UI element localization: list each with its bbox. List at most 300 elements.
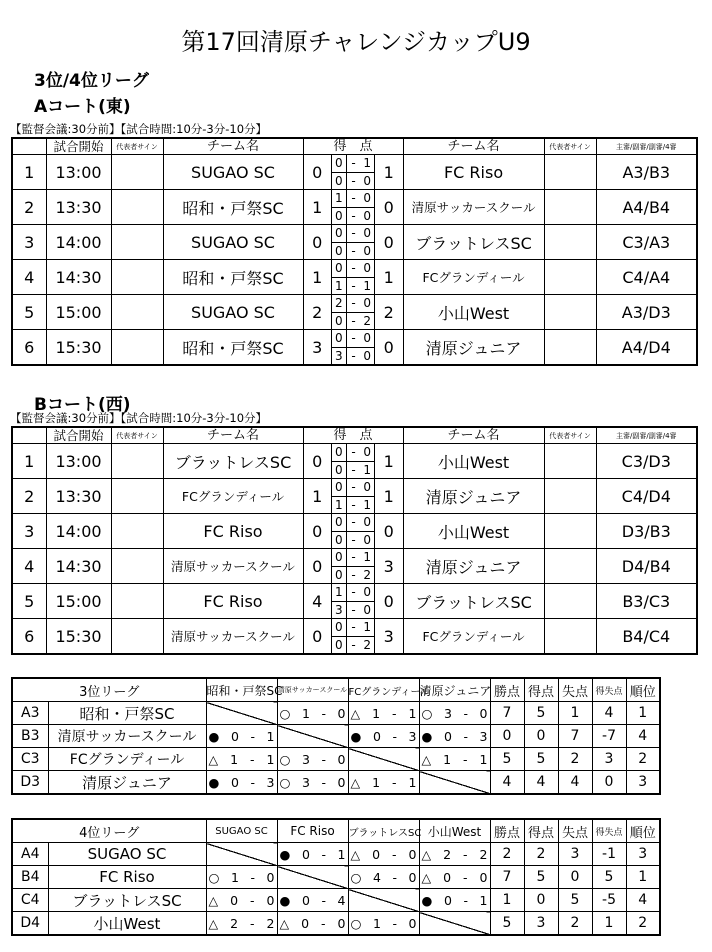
goals-against: 3 (479, 728, 488, 744)
away-score: 0 (375, 225, 403, 260)
goals-for: 1 (230, 751, 239, 767)
result-mark: ○ (279, 705, 291, 721)
dash: - (321, 846, 326, 862)
away-score: 1 (375, 260, 403, 295)
referee-assignment: B3/C3 (596, 584, 697, 619)
goals-for: 0 (301, 846, 310, 862)
team-name: 昭和・戸祭SC (48, 702, 206, 725)
goals-scored: 0 (524, 725, 558, 748)
dash: - (347, 190, 361, 208)
away-second-half: 2 (363, 567, 371, 582)
match-result (277, 702, 348, 725)
match-result (419, 748, 490, 771)
team-name: 清原ジュニア (48, 771, 206, 795)
match-result (206, 725, 277, 748)
team-name: ブラットレスSC (48, 889, 206, 912)
team-name: 小山West (48, 912, 206, 936)
home-second-half: 0 (335, 532, 343, 547)
goals-conceded: 4 (558, 771, 592, 795)
away-team: 清原ジュニア (403, 549, 544, 584)
match-result (348, 843, 419, 866)
home-first-half: 0 (332, 619, 346, 637)
goal-difference: -5 (592, 889, 626, 912)
rank: 2 (626, 748, 660, 771)
away-team: ブラットレスSC (403, 225, 544, 260)
home-score: 3 (303, 330, 331, 366)
header-row (12, 427, 697, 444)
dash: - (351, 497, 356, 512)
kickoff-time: 14:30 (46, 549, 111, 584)
sign-box (544, 584, 596, 619)
goals-for: 3 (301, 774, 310, 790)
dash: - (392, 728, 397, 744)
goal-difference: -1 (592, 843, 626, 866)
home-first-half: 0 (332, 514, 346, 532)
goals-conceded: 0 (558, 866, 592, 889)
col-sign-header: 代表者サイン (111, 427, 163, 444)
away-second-half: 2 (363, 313, 371, 328)
league3-table (11, 677, 661, 795)
result-mark: △ (421, 869, 432, 885)
col-ref-header: 主審/副審/副審/4審 (596, 427, 697, 444)
dash: - (392, 846, 397, 862)
home-team: ブラットレスSC (163, 444, 303, 479)
match-row (12, 225, 697, 260)
away-first-half: 0 (360, 330, 374, 348)
half-scores (331, 330, 375, 366)
stat-header: 失点 (558, 819, 592, 843)
league-row (12, 889, 660, 912)
opponent-header: 清原サッカースクール (277, 678, 348, 702)
away-team: 小山West (403, 295, 544, 330)
goals-scored: 5 (524, 748, 558, 771)
home-team: FC Riso (163, 514, 303, 549)
result-mark: ● (421, 728, 433, 744)
dash: - (250, 869, 255, 885)
sign-box (111, 260, 163, 295)
sign-box (544, 190, 596, 225)
home-score: 4 (303, 584, 331, 619)
court-b-schedule (11, 426, 698, 655)
home-first-half: 0 (332, 549, 346, 567)
kickoff-time: 14:00 (46, 514, 111, 549)
away-team: ブラットレスSC (403, 584, 544, 619)
goals-for: 0 (443, 869, 452, 885)
away-first-half: 1 (360, 549, 374, 567)
goals-against: 0 (266, 892, 275, 908)
dash: - (250, 892, 255, 908)
away-score: 1 (375, 155, 403, 190)
kickoff-time: 13:00 (46, 155, 111, 190)
dash: - (351, 637, 356, 652)
sign-box (544, 225, 596, 260)
team-name: FCグランディール (48, 748, 206, 771)
self-match-cell (419, 771, 490, 795)
home-team: 昭和・戸祭SC (163, 260, 303, 295)
away-first-half: 0 (360, 584, 374, 602)
sign-box (111, 514, 163, 549)
dash: - (321, 751, 326, 767)
rank: 2 (626, 912, 660, 936)
dash: - (463, 846, 468, 862)
dash: - (347, 584, 361, 602)
dash: - (351, 532, 356, 547)
match-row (12, 619, 697, 655)
half-scores (331, 260, 375, 295)
dash: - (351, 313, 356, 328)
court-a-heading: Aコート(東) (34, 97, 131, 117)
team-code: B4 (12, 866, 48, 889)
match-number: 5 (12, 584, 46, 619)
match-row (12, 155, 697, 190)
home-first-half: 0 (332, 330, 346, 348)
match-row (12, 584, 697, 619)
dash: - (351, 462, 356, 477)
league-row (12, 843, 660, 866)
goal-difference: 1 (592, 912, 626, 936)
points: 7 (490, 702, 524, 725)
result-mark: ○ (350, 869, 362, 885)
dash: - (392, 915, 397, 931)
dash: - (463, 892, 468, 908)
home-score: 2 (303, 295, 331, 330)
away-first-half: 0 (360, 444, 374, 462)
goals-for: 0 (372, 728, 381, 744)
dash: - (463, 728, 468, 744)
col-no-header (12, 427, 46, 444)
goals-scored: 5 (524, 702, 558, 725)
sign-box (111, 155, 163, 190)
home-score: 0 (303, 444, 331, 479)
sign-box (544, 295, 596, 330)
opponent-header: SUGAO SC (206, 819, 277, 843)
match-result (206, 866, 277, 889)
home-first-half: 0 (332, 479, 346, 497)
goals-against: 2 (479, 846, 488, 862)
self-match-cell (206, 843, 277, 866)
goals-conceded: 3 (558, 843, 592, 866)
away-second-half: 0 (363, 532, 371, 547)
goals-against: 0 (408, 869, 417, 885)
away-second-half: 0 (363, 602, 371, 617)
goals-against: 3 (408, 728, 417, 744)
match-number: 4 (12, 260, 46, 295)
result-mark: ● (208, 774, 220, 790)
result-mark: ○ (279, 774, 291, 790)
home-team: 清原サッカースクール (163, 549, 303, 584)
self-match-cell (277, 866, 348, 889)
home-first-half: 0 (332, 155, 346, 173)
goals-for: 0 (230, 774, 239, 790)
col-ref-header: 主審/副審/副審/4審 (596, 138, 697, 155)
rank: 3 (626, 771, 660, 795)
goals-against: 1 (266, 751, 275, 767)
home-second-half: 0 (335, 313, 343, 328)
stat-header: 得点 (524, 678, 558, 702)
half-scores (331, 619, 375, 655)
sign-box (544, 330, 596, 366)
home-first-half: 0 (332, 225, 346, 243)
sign-box (544, 155, 596, 190)
stat-header: 順位 (626, 819, 660, 843)
referee-assignment: A4/D4 (596, 330, 697, 366)
home-team: SUGAO SC (163, 295, 303, 330)
goals-conceded: 1 (558, 702, 592, 725)
home-second-half: 0 (335, 208, 343, 223)
goals-for: 2 (443, 846, 452, 862)
court-a-note: 【監督会議:30分前】【試合時間:10分-3分-10分】 (10, 122, 268, 136)
away-team: 清原ジュニア (403, 479, 544, 514)
dash: - (321, 892, 326, 908)
result-mark: △ (421, 751, 432, 767)
half-scores (331, 190, 375, 225)
away-score: 1 (375, 444, 403, 479)
result-mark: △ (421, 846, 432, 862)
league-row (12, 912, 660, 936)
team-code: D3 (12, 771, 48, 795)
away-first-half: 0 (360, 225, 374, 243)
dash: - (347, 619, 361, 637)
result-mark: ● (350, 728, 362, 744)
half-scores (331, 444, 375, 479)
match-number: 2 (12, 190, 46, 225)
goals-against: 0 (408, 846, 417, 862)
result-mark: ○ (350, 915, 362, 931)
away-second-half: 1 (363, 462, 371, 477)
half-scores (331, 295, 375, 330)
self-match-cell (277, 725, 348, 748)
header-row (12, 138, 697, 155)
goals-against: 0 (479, 869, 488, 885)
away-team: 清原サッカースクール (403, 190, 544, 225)
goals-for: 0 (301, 892, 310, 908)
sign-box (111, 225, 163, 260)
self-match-cell (348, 748, 419, 771)
goals-against: 1 (337, 846, 346, 862)
result-mark: ○ (208, 869, 220, 885)
dash: - (463, 705, 468, 721)
goals-against: 0 (266, 869, 275, 885)
kickoff-time: 13:30 (46, 190, 111, 225)
result-mark: ● (421, 892, 433, 908)
away-second-half: 2 (363, 637, 371, 652)
home-score: 0 (303, 225, 331, 260)
col-team2-header: チーム名 (403, 138, 544, 155)
match-number: 1 (12, 155, 46, 190)
sign-box (111, 295, 163, 330)
col-team2-header: チーム名 (403, 427, 544, 444)
stat-header: 勝点 (490, 819, 524, 843)
away-team: 小山West (403, 514, 544, 549)
col-no-header (12, 138, 46, 155)
match-result (277, 771, 348, 795)
points: 7 (490, 866, 524, 889)
dash: - (347, 330, 361, 348)
goals-for: 1 (372, 915, 381, 931)
home-team: SUGAO SC (163, 225, 303, 260)
team-code: B3 (12, 725, 48, 748)
away-first-half: 1 (360, 155, 374, 173)
home-team: 昭和・戸祭SC (163, 330, 303, 366)
away-second-half: 0 (363, 173, 371, 188)
dash: - (250, 728, 255, 744)
home-team: 昭和・戸祭SC (163, 190, 303, 225)
kickoff-time: 15:00 (46, 295, 111, 330)
sign-box (544, 444, 596, 479)
away-first-half: 0 (360, 190, 374, 208)
self-match-cell (348, 889, 419, 912)
kickoff-time: 14:00 (46, 225, 111, 260)
sign-box (111, 619, 163, 655)
col-team-header: チーム名 (163, 427, 303, 444)
rank: 1 (626, 702, 660, 725)
goals-against: 2 (266, 915, 275, 931)
dash: - (250, 774, 255, 790)
goals-for: 1 (372, 774, 381, 790)
goals-scored: 2 (524, 843, 558, 866)
court-a-schedule (11, 137, 698, 366)
referee-assignment: D4/B4 (596, 549, 697, 584)
goals-against: 0 (408, 915, 417, 931)
dash: - (351, 208, 356, 223)
referee-assignment: D3/B3 (596, 514, 697, 549)
league-row (12, 748, 660, 771)
team-code: A3 (12, 702, 48, 725)
away-score: 0 (375, 190, 403, 225)
goals-conceded: 7 (558, 725, 592, 748)
half-scores (331, 155, 375, 190)
away-team: 小山West (403, 444, 544, 479)
match-number: 4 (12, 549, 46, 584)
goals-against: 1 (266, 728, 275, 744)
goals-against: 1 (408, 774, 417, 790)
league-row (12, 725, 660, 748)
goals-for: 2 (230, 915, 239, 931)
goals-for: 0 (301, 915, 310, 931)
result-mark: ● (208, 728, 220, 744)
league-header-row (12, 678, 660, 702)
rank: 3 (626, 843, 660, 866)
match-result (419, 843, 490, 866)
col-sign2-header: 代表者サイン (544, 138, 596, 155)
league-row (12, 866, 660, 889)
away-second-half: 0 (363, 348, 371, 363)
match-row (12, 260, 697, 295)
result-mark: ○ (421, 705, 433, 721)
goal-difference: 5 (592, 866, 626, 889)
points: 0 (490, 725, 524, 748)
goals-against: 4 (337, 892, 346, 908)
match-number: 5 (12, 295, 46, 330)
home-second-half: 1 (335, 278, 343, 293)
match-row (12, 514, 697, 549)
league-title: 3位リーグ (12, 678, 206, 702)
dash: - (392, 869, 397, 885)
opponent-header: FCグランディール (348, 678, 419, 702)
away-score: 0 (375, 330, 403, 366)
stat-header: 得失点 (592, 678, 626, 702)
referee-assignment: A4/B4 (596, 190, 697, 225)
sign-box (544, 514, 596, 549)
half-scores (331, 514, 375, 549)
opponent-header: 昭和・戸祭SC (206, 678, 277, 702)
goals-for: 4 (372, 869, 381, 885)
goals-for: 0 (443, 892, 452, 908)
dash: - (321, 915, 326, 931)
team-code: A4 (12, 843, 48, 866)
goals-for: 1 (301, 705, 310, 721)
match-result (277, 843, 348, 866)
referee-assignment: A3/D3 (596, 295, 697, 330)
dash: - (347, 479, 361, 497)
league-heading: 3位/4位リーグ (34, 71, 149, 91)
match-result (348, 771, 419, 795)
goals-against: 0 (337, 774, 346, 790)
kickoff-time: 14:30 (46, 260, 111, 295)
court-b-heading: Bコート(西) (34, 395, 131, 415)
half-scores (331, 479, 375, 514)
away-second-half: 0 (363, 208, 371, 223)
goal-difference: 4 (592, 702, 626, 725)
home-second-half: 0 (335, 637, 343, 652)
team-code: C3 (12, 748, 48, 771)
dash: - (463, 869, 468, 885)
goals-against: 0 (479, 705, 488, 721)
goals-for: 0 (230, 892, 239, 908)
stat-header: 順位 (626, 678, 660, 702)
match-result (206, 748, 277, 771)
rank: 4 (626, 889, 660, 912)
home-second-half: 1 (335, 497, 343, 512)
match-number: 6 (12, 330, 46, 366)
home-first-half: 2 (332, 295, 346, 313)
goals-against: 3 (266, 774, 275, 790)
dash: - (351, 173, 356, 188)
dash: - (351, 348, 356, 363)
col-sign2-header: 代表者サイン (544, 427, 596, 444)
goals-scored: 3 (524, 912, 558, 936)
goals-for: 1 (372, 705, 381, 721)
away-first-half: 0 (360, 295, 374, 313)
half-scores (331, 225, 375, 260)
referee-assignment: A3/B3 (596, 155, 697, 190)
home-team: 清原サッカースクール (163, 619, 303, 655)
match-row (12, 444, 697, 479)
result-mark: △ (350, 705, 361, 721)
kickoff-time: 15:30 (46, 330, 111, 366)
goals-conceded: 2 (558, 912, 592, 936)
dash: - (347, 549, 361, 567)
dash: - (321, 774, 326, 790)
match-row (12, 330, 697, 366)
result-mark: △ (208, 751, 219, 767)
goals-for: 0 (443, 728, 452, 744)
home-second-half: 3 (335, 602, 343, 617)
away-team: FCグランディール (403, 619, 544, 655)
goals-scored: 0 (524, 889, 558, 912)
points: 1 (490, 889, 524, 912)
away-score: 1 (375, 479, 403, 514)
home-second-half: 3 (335, 348, 343, 363)
goal-difference: 0 (592, 771, 626, 795)
league-header-row (12, 819, 660, 843)
home-first-half: 0 (332, 444, 346, 462)
kickoff-time: 13:00 (46, 444, 111, 479)
dash: - (347, 295, 361, 313)
away-second-half: 0 (363, 243, 371, 258)
kickoff-time: 15:30 (46, 619, 111, 655)
home-score: 0 (303, 549, 331, 584)
